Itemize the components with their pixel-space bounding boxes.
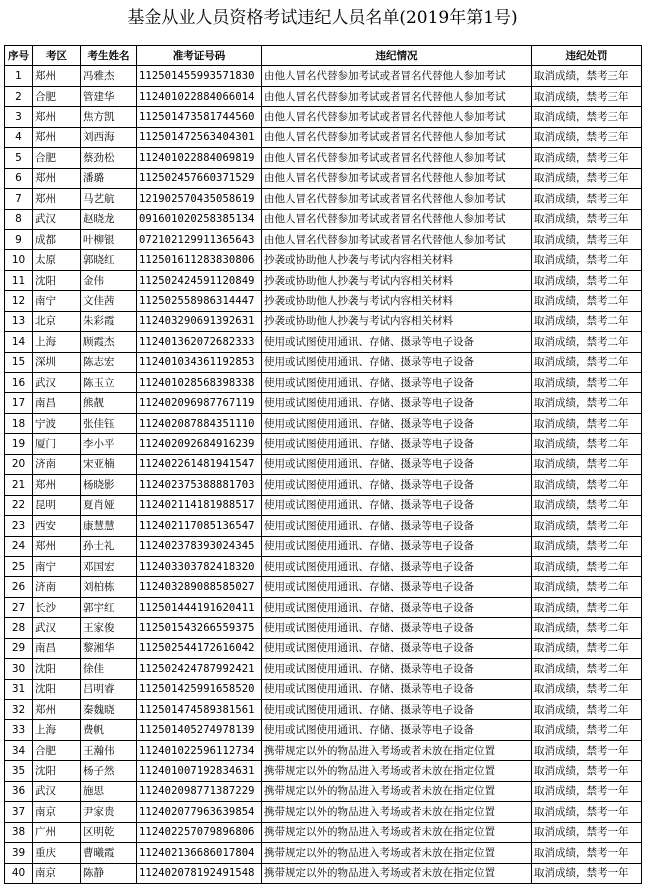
cell-violation: 携带规定以外的物品进入考场或者未放在指定位置 xyxy=(262,863,532,883)
table-row xyxy=(5,597,642,617)
cell-violation: 使用或试图使用通讯、存储、摄录等电子设备 xyxy=(262,700,532,720)
header-violation: 违纪情况 xyxy=(262,46,532,66)
cell-region: 重庆 xyxy=(33,843,81,863)
cell-name: 焦方凯 xyxy=(81,107,137,127)
cell-no: 8 xyxy=(5,209,33,229)
cell-ticket-number: 112401362072682333 xyxy=(137,332,262,352)
cell-name: 冯雅杰 xyxy=(81,66,137,86)
cell-violation: 使用或试图使用通讯、存储、摄录等电子设备 xyxy=(262,495,532,515)
cell-violation: 使用或试图使用通讯、存储、摄录等电子设备 xyxy=(262,679,532,699)
cell-no: 7 xyxy=(5,189,33,209)
cell-ticket-number: 112401028568398338 xyxy=(137,373,262,393)
cell-ticket-number: 112403303782418320 xyxy=(137,556,262,576)
cell-penalty: 取消成绩，禁考二年 xyxy=(532,556,642,576)
cell-violation: 使用或试图使用通讯、存储、摄录等电子设备 xyxy=(262,536,532,556)
table-row xyxy=(5,679,642,699)
cell-penalty: 取消成绩，禁考三年 xyxy=(532,209,642,229)
cell-no: 36 xyxy=(5,781,33,801)
cell-penalty: 取消成绩，禁考二年 xyxy=(532,373,642,393)
table-row xyxy=(5,556,642,576)
cell-name: 郭宇红 xyxy=(81,597,137,617)
cell-penalty: 取消成绩，禁考二年 xyxy=(532,597,642,617)
cell-region: 郑州 xyxy=(33,700,81,720)
cell-ticket-number: 112502424787992421 xyxy=(137,659,262,679)
cell-name: 马艺航 xyxy=(81,189,137,209)
cell-penalty: 取消成绩，禁考二年 xyxy=(532,352,642,372)
cell-violation: 抄袭或协助他人抄袭与考试内容相关材料 xyxy=(262,250,532,270)
cell-penalty: 取消成绩，禁考二年 xyxy=(532,250,642,270)
cell-name: 赵晓龙 xyxy=(81,209,137,229)
cell-no: 31 xyxy=(5,679,33,699)
cell-name: 杨晓影 xyxy=(81,475,137,495)
cell-penalty: 取消成绩，禁考二年 xyxy=(532,577,642,597)
cell-ticket-number: 091601020258385134 xyxy=(137,209,262,229)
cell-no: 2 xyxy=(5,86,33,106)
cell-no: 5 xyxy=(5,148,33,168)
cell-no: 40 xyxy=(5,863,33,883)
header-region: 考区 xyxy=(33,46,81,66)
cell-ticket-number: 112402087884351110 xyxy=(137,413,262,433)
cell-ticket-number: 112401022884069819 xyxy=(137,148,262,168)
cell-violation: 抄袭或协助他人抄袭与考试内容相关材料 xyxy=(262,311,532,331)
cell-violation: 抄袭或协助他人抄袭与考试内容相关材料 xyxy=(262,270,532,290)
cell-no: 24 xyxy=(5,536,33,556)
cell-violation: 由他人冒名代替参加考试或者冒名代替他人参加考试 xyxy=(262,229,532,249)
cell-name: 秦魏晓 xyxy=(81,700,137,720)
cell-no: 27 xyxy=(5,597,33,617)
cell-no: 3 xyxy=(5,107,33,127)
page-title: 基金从业人员资格考试违纪人员名单(2019年第1号) xyxy=(127,8,518,28)
cell-ticket-number: 112501473581744560 xyxy=(137,107,262,127)
cell-penalty: 取消成绩，禁考一年 xyxy=(532,802,642,822)
table-row xyxy=(5,373,642,393)
cell-region: 郑州 xyxy=(33,127,81,147)
table-row xyxy=(5,86,642,106)
cell-violation: 抄袭或协助他人抄袭与考试内容相关材料 xyxy=(262,291,532,311)
cell-violation: 使用或试图使用通讯、存储、摄录等电子设备 xyxy=(262,413,532,433)
cell-penalty: 取消成绩，禁考一年 xyxy=(532,843,642,863)
cell-violation: 由他人冒名代替参加考试或者冒名代替他人参加考试 xyxy=(262,107,532,127)
table-row xyxy=(5,720,642,740)
cell-ticket-number: 112501425991658520 xyxy=(137,679,262,699)
cell-penalty: 取消成绩，禁考二年 xyxy=(532,638,642,658)
cell-no: 11 xyxy=(5,270,33,290)
cell-region: 合肥 xyxy=(33,86,81,106)
table-header-row xyxy=(5,46,642,66)
cell-ticket-number: 112402114181988517 xyxy=(137,495,262,515)
cell-violation: 由他人冒名代替参加考试或者冒名代替他人参加考试 xyxy=(262,148,532,168)
cell-name: 管建华 xyxy=(81,86,137,106)
cell-violation: 由他人冒名代替参加考试或者冒名代替他人参加考试 xyxy=(262,127,532,147)
cell-ticket-number: 112401034361192853 xyxy=(137,352,262,372)
cell-name: 徐佳 xyxy=(81,659,137,679)
cell-no: 1 xyxy=(5,66,33,86)
cell-region: 厦门 xyxy=(33,434,81,454)
cell-penalty: 取消成绩，禁考二年 xyxy=(532,311,642,331)
cell-violation: 使用或试图使用通讯、存储、摄录等电子设备 xyxy=(262,618,532,638)
cell-name: 刘西海 xyxy=(81,127,137,147)
cell-no: 39 xyxy=(5,843,33,863)
table-row xyxy=(5,148,642,168)
cell-ticket-number: 112502558986314447 xyxy=(137,291,262,311)
cell-name: 康慧慧 xyxy=(81,516,137,536)
cell-region: 武汉 xyxy=(33,618,81,638)
header-no: 序号 xyxy=(5,46,33,66)
header-name: 考生姓名 xyxy=(81,46,137,66)
cell-ticket-number: 112402092684916239 xyxy=(137,434,262,454)
cell-penalty: 取消成绩，禁考二年 xyxy=(532,393,642,413)
cell-no: 35 xyxy=(5,761,33,781)
cell-region: 南昌 xyxy=(33,393,81,413)
cell-penalty: 取消成绩，禁考三年 xyxy=(532,189,642,209)
cell-violation: 使用或试图使用通讯、存储、摄录等电子设备 xyxy=(262,332,532,352)
cell-penalty: 取消成绩，禁考二年 xyxy=(532,495,642,515)
cell-violation: 使用或试图使用通讯、存储、摄录等电子设备 xyxy=(262,352,532,372)
cell-ticket-number: 112402096987767119 xyxy=(137,393,262,413)
cell-no: 16 xyxy=(5,373,33,393)
cell-name: 王瀚伟 xyxy=(81,740,137,760)
cell-region: 太原 xyxy=(33,250,81,270)
cell-violation: 携带规定以外的物品进入考场或者未放在指定位置 xyxy=(262,761,532,781)
cell-name: 王家俊 xyxy=(81,618,137,638)
cell-region: 沈阳 xyxy=(33,761,81,781)
cell-no: 28 xyxy=(5,618,33,638)
cell-penalty: 取消成绩，禁考三年 xyxy=(532,148,642,168)
cell-no: 20 xyxy=(5,454,33,474)
cell-violation: 使用或试图使用通讯、存储、摄录等电子设备 xyxy=(262,393,532,413)
cell-region: 郑州 xyxy=(33,475,81,495)
violation-roster-table xyxy=(4,45,642,884)
table-row xyxy=(5,413,642,433)
cell-region: 宁波 xyxy=(33,413,81,433)
table-row xyxy=(5,107,642,127)
cell-region: 昆明 xyxy=(33,495,81,515)
table-row xyxy=(5,761,642,781)
cell-violation: 使用或试图使用通讯、存储、摄录等电子设备 xyxy=(262,659,532,679)
cell-no: 37 xyxy=(5,802,33,822)
cell-ticket-number: 112402117085136547 xyxy=(137,516,262,536)
cell-penalty: 取消成绩，禁考一年 xyxy=(532,761,642,781)
cell-name: 文佳茜 xyxy=(81,291,137,311)
table-row xyxy=(5,434,642,454)
table-row xyxy=(5,352,642,372)
cell-name: 施思 xyxy=(81,781,137,801)
cell-violation: 携带规定以外的物品进入考场或者未放在指定位置 xyxy=(262,802,532,822)
cell-penalty: 取消成绩，禁考三年 xyxy=(532,127,642,147)
cell-no: 12 xyxy=(5,291,33,311)
table-row xyxy=(5,516,642,536)
cell-name: 蔡劲松 xyxy=(81,148,137,168)
cell-ticket-number: 112501543266559375 xyxy=(137,618,262,638)
cell-name: 邓国宏 xyxy=(81,556,137,576)
table-row xyxy=(5,577,642,597)
cell-region: 南宁 xyxy=(33,556,81,576)
cell-name: 杨子然 xyxy=(81,761,137,781)
cell-region: 南宁 xyxy=(33,291,81,311)
cell-no: 6 xyxy=(5,168,33,188)
table-row xyxy=(5,536,642,556)
cell-no: 17 xyxy=(5,393,33,413)
cell-region: 济南 xyxy=(33,577,81,597)
table-row xyxy=(5,454,642,474)
table-row xyxy=(5,843,642,863)
cell-violation: 由他人冒名代替参加考试或者冒名代替他人参加考试 xyxy=(262,86,532,106)
cell-region: 郑州 xyxy=(33,66,81,86)
cell-region: 武汉 xyxy=(33,209,81,229)
cell-violation: 携带规定以外的物品进入考场或者未放在指定位置 xyxy=(262,843,532,863)
cell-region: 北京 xyxy=(33,311,81,331)
cell-name: 吕明睿 xyxy=(81,679,137,699)
cell-violation: 使用或试图使用通讯、存储、摄录等电子设备 xyxy=(262,454,532,474)
cell-violation: 由他人冒名代替参加考试或者冒名代替他人参加考试 xyxy=(262,168,532,188)
table-row xyxy=(5,229,642,249)
cell-name: 区明乾 xyxy=(81,822,137,842)
cell-no: 38 xyxy=(5,822,33,842)
table-row xyxy=(5,863,642,883)
cell-penalty: 取消成绩，禁考二年 xyxy=(532,434,642,454)
cell-ticket-number: 112403290691392631 xyxy=(137,311,262,331)
cell-name: 金伟 xyxy=(81,270,137,290)
cell-region: 广州 xyxy=(33,822,81,842)
cell-ticket-number: 112401022884066014 xyxy=(137,86,262,106)
table-body xyxy=(5,66,642,884)
cell-region: 沈阳 xyxy=(33,659,81,679)
cell-penalty: 取消成绩，禁考二年 xyxy=(532,332,642,352)
cell-name: 熊靓 xyxy=(81,393,137,413)
cell-penalty: 取消成绩，禁考二年 xyxy=(532,659,642,679)
cell-ticket-number: 112502424591120849 xyxy=(137,270,262,290)
cell-violation: 使用或试图使用通讯、存储、摄录等电子设备 xyxy=(262,373,532,393)
cell-region: 沈阳 xyxy=(33,270,81,290)
cell-region: 南昌 xyxy=(33,638,81,658)
table-row xyxy=(5,311,642,331)
cell-penalty: 取消成绩，禁考一年 xyxy=(532,863,642,883)
cell-violation: 携带规定以外的物品进入考场或者未放在指定位置 xyxy=(262,822,532,842)
cell-no: 10 xyxy=(5,250,33,270)
cell-no: 34 xyxy=(5,740,33,760)
table-row xyxy=(5,393,642,413)
cell-name: 李小平 xyxy=(81,434,137,454)
cell-name: 陈玉立 xyxy=(81,373,137,393)
cell-ticket-number: 112502544172616042 xyxy=(137,638,262,658)
cell-penalty: 取消成绩，禁考三年 xyxy=(532,168,642,188)
cell-name: 陈志宏 xyxy=(81,352,137,372)
cell-no: 9 xyxy=(5,229,33,249)
cell-ticket-number: 112501444191620411 xyxy=(137,597,262,617)
cell-region: 合肥 xyxy=(33,740,81,760)
cell-ticket-number: 112403289088585027 xyxy=(137,577,262,597)
cell-no: 25 xyxy=(5,556,33,576)
cell-violation: 携带规定以外的物品进入考场或者未放在指定位置 xyxy=(262,740,532,760)
cell-penalty: 取消成绩，禁考二年 xyxy=(532,413,642,433)
cell-penalty: 取消成绩，禁考三年 xyxy=(532,86,642,106)
cell-ticket-number: 112402378393024345 xyxy=(137,536,262,556)
table-row xyxy=(5,802,642,822)
cell-penalty: 取消成绩，禁考三年 xyxy=(532,229,642,249)
cell-name: 刘柏栋 xyxy=(81,577,137,597)
cell-name: 尹家贵 xyxy=(81,802,137,822)
cell-region: 郑州 xyxy=(33,189,81,209)
cell-name: 顾霞杰 xyxy=(81,332,137,352)
cell-no: 14 xyxy=(5,332,33,352)
table-row xyxy=(5,638,642,658)
cell-violation: 由他人冒名代替参加考试或者冒名代替他人参加考试 xyxy=(262,66,532,86)
cell-region: 沈阳 xyxy=(33,679,81,699)
cell-ticket-number: 112402257079896806 xyxy=(137,822,262,842)
cell-name: 陈静 xyxy=(81,863,137,883)
table-row xyxy=(5,618,642,638)
cell-region: 西安 xyxy=(33,516,81,536)
cell-violation: 使用或试图使用通讯、存储、摄录等电子设备 xyxy=(262,516,532,536)
table-row xyxy=(5,66,642,86)
cell-no: 22 xyxy=(5,495,33,515)
cell-penalty: 取消成绩，禁考二年 xyxy=(532,291,642,311)
cell-violation: 使用或试图使用通讯、存储、摄录等电子设备 xyxy=(262,475,532,495)
table-row xyxy=(5,475,642,495)
cell-penalty: 取消成绩，禁考一年 xyxy=(532,781,642,801)
cell-no: 21 xyxy=(5,475,33,495)
cell-name: 夏肖娅 xyxy=(81,495,137,515)
cell-ticket-number: 121902570435058619 xyxy=(137,189,262,209)
table-row xyxy=(5,332,642,352)
header-ticket: 准考证号码 xyxy=(137,46,262,66)
cell-ticket-number: 112501611283830806 xyxy=(137,250,262,270)
cell-ticket-number: 112501455993571830 xyxy=(137,66,262,86)
cell-penalty: 取消成绩，禁考二年 xyxy=(532,720,642,740)
cell-violation: 使用或试图使用通讯、存储、摄录等电子设备 xyxy=(262,597,532,617)
cell-no: 18 xyxy=(5,413,33,433)
cell-name: 宋亚楠 xyxy=(81,454,137,474)
cell-region: 深圳 xyxy=(33,352,81,372)
cell-name: 曹曦霞 xyxy=(81,843,137,863)
cell-no: 33 xyxy=(5,720,33,740)
cell-penalty: 取消成绩，禁考二年 xyxy=(532,270,642,290)
table-row xyxy=(5,781,642,801)
cell-ticket-number: 112402098771387229 xyxy=(137,781,262,801)
cell-ticket-number: 112501405274978139 xyxy=(137,720,262,740)
cell-name: 叶柳银 xyxy=(81,229,137,249)
cell-ticket-number: 112402077963639854 xyxy=(137,802,262,822)
cell-penalty: 取消成绩，禁考一年 xyxy=(532,822,642,842)
table-row xyxy=(5,189,642,209)
cell-no: 29 xyxy=(5,638,33,658)
table-row xyxy=(5,250,642,270)
cell-penalty: 取消成绩，禁考二年 xyxy=(532,679,642,699)
cell-name: 孙士礼 xyxy=(81,536,137,556)
cell-violation: 由他人冒名代替参加考试或者冒名代替他人参加考试 xyxy=(262,209,532,229)
cell-no: 26 xyxy=(5,577,33,597)
cell-violation: 使用或试图使用通讯、存储、摄录等电子设备 xyxy=(262,556,532,576)
cell-ticket-number: 112402261481941547 xyxy=(137,454,262,474)
cell-penalty: 取消成绩，禁考三年 xyxy=(532,107,642,127)
cell-violation: 使用或试图使用通讯、存储、摄录等电子设备 xyxy=(262,577,532,597)
cell-penalty: 取消成绩，禁考一年 xyxy=(532,740,642,760)
table-row xyxy=(5,740,642,760)
table-row xyxy=(5,127,642,147)
cell-name: 潘璐 xyxy=(81,168,137,188)
table-row xyxy=(5,822,642,842)
table-row xyxy=(5,700,642,720)
cell-region: 济南 xyxy=(33,454,81,474)
cell-penalty: 取消成绩，禁考三年 xyxy=(532,66,642,86)
cell-region: 上海 xyxy=(33,720,81,740)
cell-penalty: 取消成绩，禁考二年 xyxy=(532,454,642,474)
cell-region: 上海 xyxy=(33,332,81,352)
table-row xyxy=(5,659,642,679)
table-row xyxy=(5,209,642,229)
cell-region: 武汉 xyxy=(33,373,81,393)
cell-violation: 使用或试图使用通讯、存储、摄录等电子设备 xyxy=(262,720,532,740)
cell-ticket-number: 112401022596112734 xyxy=(137,740,262,760)
cell-ticket-number: 112501474589381561 xyxy=(137,700,262,720)
cell-ticket-number: 112402375388881703 xyxy=(137,475,262,495)
cell-name: 黎湘华 xyxy=(81,638,137,658)
cell-penalty: 取消成绩，禁考二年 xyxy=(532,618,642,638)
cell-ticket-number: 112402078192491548 xyxy=(137,863,262,883)
cell-region: 成都 xyxy=(33,229,81,249)
table-row xyxy=(5,291,642,311)
cell-penalty: 取消成绩，禁考二年 xyxy=(532,516,642,536)
cell-violation: 由他人冒名代替参加考试或者冒名代替他人参加考试 xyxy=(262,189,532,209)
cell-name: 朱彩霞 xyxy=(81,311,137,331)
cell-ticket-number: 072102129911365643 xyxy=(137,229,262,249)
cell-name: 费帆 xyxy=(81,720,137,740)
cell-region: 合肥 xyxy=(33,148,81,168)
cell-penalty: 取消成绩，禁考二年 xyxy=(532,536,642,556)
cell-penalty: 取消成绩，禁考二年 xyxy=(532,700,642,720)
cell-no: 19 xyxy=(5,434,33,454)
cell-region: 南京 xyxy=(33,802,81,822)
cell-name: 郭晓红 xyxy=(81,250,137,270)
cell-penalty: 取消成绩，禁考二年 xyxy=(532,475,642,495)
table-row xyxy=(5,270,642,290)
cell-no: 30 xyxy=(5,659,33,679)
cell-no: 4 xyxy=(5,127,33,147)
cell-violation: 使用或试图使用通讯、存储、摄录等电子设备 xyxy=(262,434,532,454)
cell-violation: 使用或试图使用通讯、存储、摄录等电子设备 xyxy=(262,638,532,658)
cell-region: 武汉 xyxy=(33,781,81,801)
cell-name: 张佳钰 xyxy=(81,413,137,433)
cell-region: 南京 xyxy=(33,863,81,883)
cell-region: 长沙 xyxy=(33,597,81,617)
cell-no: 15 xyxy=(5,352,33,372)
table-row xyxy=(5,495,642,515)
cell-region: 郑州 xyxy=(33,168,81,188)
cell-ticket-number: 112501472563404301 xyxy=(137,127,262,147)
cell-no: 13 xyxy=(5,311,33,331)
cell-ticket-number: 112402136686017804 xyxy=(137,843,262,863)
header-penalty: 违纪处罚 xyxy=(532,46,642,66)
cell-violation: 携带规定以外的物品进入考场或者未放在指定位置 xyxy=(262,781,532,801)
cell-ticket-number: 112502457660371529 xyxy=(137,168,262,188)
cell-no: 23 xyxy=(5,516,33,536)
cell-region: 郑州 xyxy=(33,107,81,127)
table-row xyxy=(5,168,642,188)
cell-ticket-number: 112401007192834631 xyxy=(137,761,262,781)
cell-region: 郑州 xyxy=(33,536,81,556)
cell-no: 32 xyxy=(5,700,33,720)
